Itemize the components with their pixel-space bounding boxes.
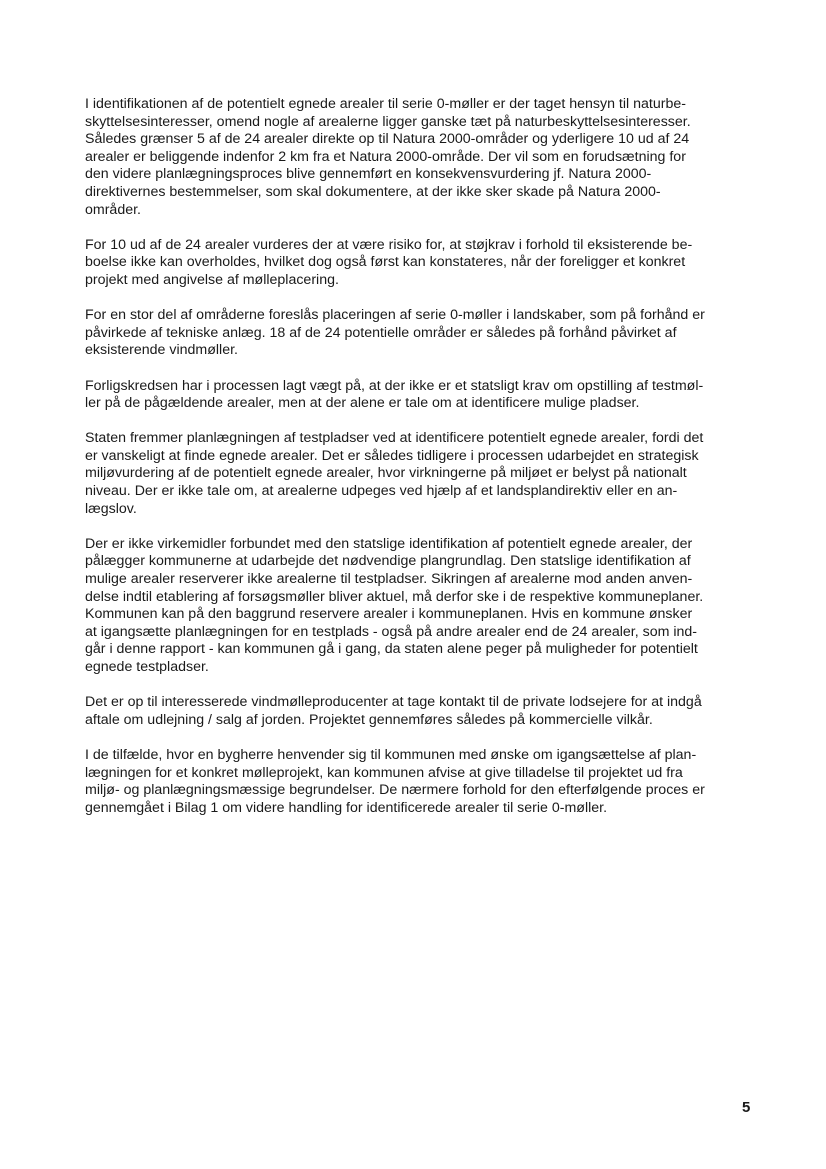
text-line: For en stor del af områderne foreslås placeringen af serie 0-møller i landskaber, som på forhånd er [85,307,705,324]
paragraph-landscape [85,307,761,360]
text-line: eksisterende vindmøller. [85,342,238,359]
paragraph-natura-2000 [85,96,761,219]
text-line: Således grænser 5 af de 24 arealer direkte op til Natura 2000-områder og yderligere 10 ud af 24 [85,131,690,148]
text-line: at igangsætte planlægningen for en testplads - også på andre arealer end de 24 arealer, som ind- [85,623,698,640]
page-number: 5 [742,1099,751,1116]
paragraph-municipalities [85,536,761,677]
paragraph-coalition [85,378,761,413]
text-line: gennemgået i Bilag 1 om videre handling for identificerede arealer til serie 0-møller. [85,799,608,816]
text-line: egnede testpladser. [85,659,209,675]
text-line: Kommunen kan på den baggrund reservere arealer i kommuneplanen. Hvis en kommune ønsker [85,606,693,623]
text-line: pålægger kommunerne at udarbejde det nødvendige plangrundlag. Den statslige identifikation af [85,553,691,570]
text-line: lægslov. [85,500,137,517]
text-line: For 10 ud af de 24 arealer vurderes der at være risiko for, at støjkrav i forhold til eksisterende be- [85,236,693,253]
text-line: miljø- og planlægningsmæssige begrundelser. De nærmere forhold for den efterfølgende proces er [85,782,705,799]
text-line: miljøvurdering af de potentielt egnede arealer, hvor virkningerne på miljøet er belyst på nationalt [85,465,687,482]
text-line: Der er ikke virkemidler forbundet med den statslige identifikation af potentielt egnede arealer, der [85,535,693,552]
text-line: den videre planlægningsproces blive gennemført en konsekvensvurdering jf. Natura 2000- [85,166,652,183]
paragraph-noise [85,237,761,290]
text-line: I de tilfælde, hvor en bygherre henvender sig til kommunen med ønske om igangsættelse af plan- [85,746,697,763]
text-line: ler på de pågældende arealer, men at der alene er tale om at identificere mulige pladser. [85,395,640,412]
text-line: lægningen for et konkret mølleprojekt, kan kommunen afvise at give tilladelse til projektet ud fra [85,764,683,781]
text-line: arealer er beliggende indenfor 2 km fra et Natura 2000-område. Der vil som en forudsætning for [85,148,686,165]
text-line: går i denne rapport - kan kommunen gå i gang, da staten alene peger på muligheder for potentielt [85,641,698,658]
text-line: niveau. Der er ikke tale om, at arealerne udpeges ved hjælp af et landsplandirektiv eller en an- [85,483,678,500]
text-line: aftale om udlejning / salg af jorden. Projektet gennemføres således på kommercielle vilkår. [85,711,653,728]
text-line: Staten fremmer planlægningen af testpladser ved at identificere potentielt egnede arealer, fordi det [85,430,704,447]
paragraph-developer [85,747,761,817]
paragraph-producers [85,694,761,729]
text-line: områder. [85,201,141,218]
body-text [85,96,761,835]
text-line: direktivernes bestemmelser, som skal dokumentere, at der ikke sker skade på Natura 2000- [85,183,661,200]
text-line: mulige arealer reserverer ikke arealerne til testpladser. Sikringen af arealerne mod anden anven- [85,571,693,588]
text-line: I identifikationen af de potentielt egnede arealer til serie 0-møller er der taget hensyn til naturbe- [85,96,686,112]
text-line: påvirkede af tekniske anlæg. 18 af de 24 potentielle områder er således på forhånd påvirket af [85,324,677,341]
text-line: Det er op til interesserede vindmølleproducenter at tage kontakt til de private lodsejere for at indgå [85,694,702,711]
text-line: projekt med angivelse af mølleplacering. [85,271,339,288]
text-line: boelse ikke kan overholdes, hvilket dog også først kan konstateres, når der foreligger et konkret [85,254,686,271]
text-line: delse indtil etablering af forsøgsmøller bliver aktuel, må derfor ske i de respektive kommuneplaner. [85,588,704,605]
text-line: Forligskredsen har i processen lagt vægt på, at der ikke er et statsligt krav om opstilling af testmøl- [85,377,704,394]
text-line: skyttelsesinteresser, omend nogle af arealerne ligger ganske tæt på naturbeskyttelsesinteresser. [85,113,691,130]
text-line: er vanskeligt at finde egnede arealer. Det er således tidligere i processen udarbejdet en strategisk [85,447,699,464]
paragraph-state-planning [85,430,761,518]
